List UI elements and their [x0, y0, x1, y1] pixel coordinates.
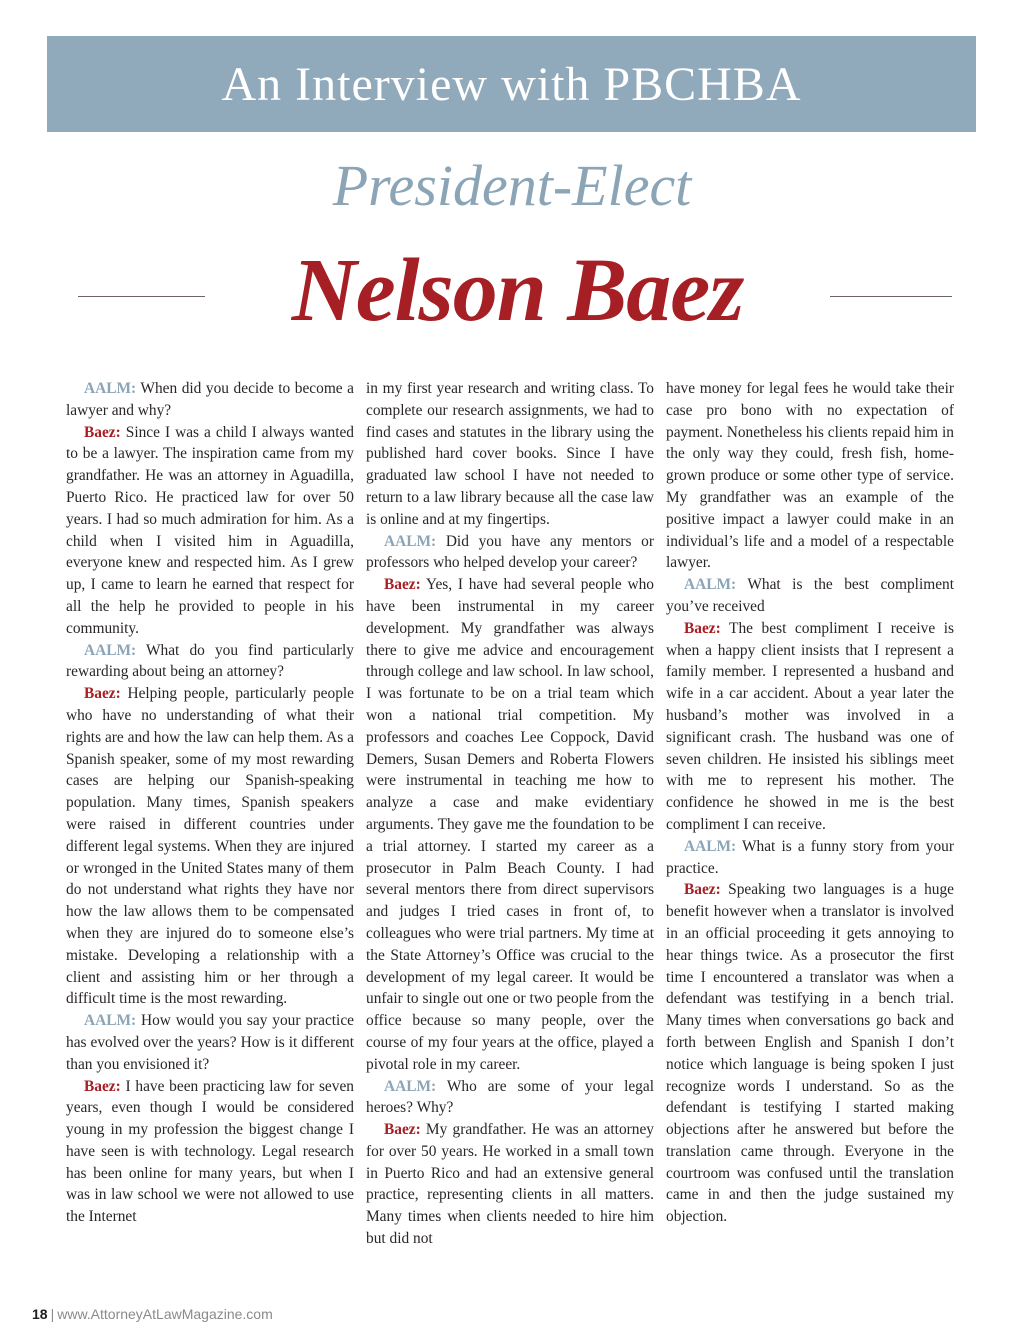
speaker-aalm: AALM:	[684, 576, 737, 594]
qa-paragraph	[666, 378, 954, 574]
qa-paragraph	[66, 422, 354, 640]
qa-paragraph	[666, 836, 954, 880]
title-banner	[47, 36, 976, 132]
paragraph-text: Speaking two languages is a huge benefit however when a translator is involved in an official proceeding it gets annoying to hear things twice. As a prosecutor the first time I encountered a translator was when a defendant was testifying in a bench trial. Many times when conversations go back and forth between English and Spanish I don’t notice which language is being spoken I just recognize words I understand. So as the defendant is testifying I started making objections after he answered but before the translation came through. Everyone in the courtroom was confused until the translation came in and then the judge sustained my objection.	[666, 881, 954, 1226]
name-row	[0, 236, 1024, 346]
paragraph-text: Did you have any mentors or professors who helped develop your career?	[366, 532, 654, 572]
speaker-baez: Baez:	[384, 1121, 421, 1139]
qa-paragraph	[66, 378, 354, 422]
speaker-aalm: AALM:	[84, 380, 137, 397]
paragraph-text: My grandfather. He was an attorney for over 50 years. He worked in a small town in Puerto Rico and had an extensive general practice, representing clients in all matters. Many times when clients needed to hire him but did not	[366, 1121, 654, 1248]
qa-paragraph	[666, 879, 954, 1228]
paragraph-text: When did you decide to become a lawyer and why?	[66, 380, 354, 419]
qa-paragraph	[66, 1010, 354, 1075]
interviewee-name: Nelson Baez	[291, 241, 744, 340]
subtitle-president-elect: President-Elect	[332, 153, 692, 218]
page-number: 18	[32, 1306, 48, 1322]
paragraph-text: What is the best compliment you’ve received	[666, 576, 954, 615]
paragraph-text: Yes, I have had several people who have been instrumental in my career development. My grandfather was always there to give me advice and encouragement through college and law school. In law school, I was fortunate to be on a trial team which won a national trial competition. My professors and coaches Lee Coppock, David Demers, Susan Demers and Roberta Flowers were instrumental in teaching me how to analyze a case and make evidentiary arguments. They gave me the foundation to be a trial attorney. I started my career as a prosecutor in Palm Beach County. I had several mentors there from direct supervisors and judges I tried cases in front of, to colleagues who were trial partners. My time at the State Attorney’s Office was crucial to the development of my legal career. It would be unfair to single out one or two people from the office because so many people, over the course of my four years at the office, played a pivotal role in my career.	[366, 576, 654, 1073]
speaker-baez: Baez:	[684, 881, 721, 899]
qa-paragraph	[366, 1076, 654, 1120]
qa-paragraph	[366, 378, 654, 531]
paragraph-text: What do you find particularly rewarding about being an attorney?	[66, 641, 354, 681]
speaker-baez: Baez:	[84, 1077, 121, 1095]
article-column-2	[366, 378, 654, 1286]
qa-paragraph	[366, 574, 654, 1075]
qa-paragraph	[66, 640, 354, 684]
paragraph-text: Who are some of your legal heroes? Why?	[366, 1077, 654, 1117]
qa-paragraph	[366, 1119, 654, 1250]
paragraph-text: How would you say your practice has evolved over the years? How is it different than you envisioned it?	[66, 1012, 354, 1073]
paragraph-text: Helping people, particularly people who have no understanding of what their rights are and how the law can help them. As a Spanish speaker, some of my most rewarding cases are helping our Spanish-speaking population. Many times, Spanish speakers were raised in different countries under different legal systems. When they are injured or wronged in the United States many of them do not understand what rights they have nor how the law allows them to be compensated when they are injured do to someone else’s mistake. Developing a relationship with a client and assisting him or her through a difficult time is the most rewarding.	[66, 685, 354, 1008]
paragraph-text: I have been practicing law for seven years, even though I would be considered young in my profession the biggest change I have seen is with technology. Legal research has been online for many years, but when I was in law school we were not allowed to use the Internet	[66, 1077, 354, 1226]
qa-paragraph	[66, 683, 354, 1010]
paragraph-text: Since I was a child I always wanted to be a lawyer. The inspiration came from my grandfather. He was an attorney in Aguadilla, Puerto Rico. He practiced law for over 50 years. I had so much admiration for him. As a child when I visited him in Aguadilla, everyone knew and respected him. As I grew up, I came to learn he earned that respect for all the help he provided to people in his community.	[66, 423, 354, 637]
speaker-aalm: AALM:	[384, 532, 437, 550]
paragraph-text: in my first year research and writing class. To complete our research assignments, we had to find cases and statutes in the library using the published hard cover books. Since I have graduated law school I have not needed to return to a law library because all the case law is online and at my fingertips.	[366, 380, 654, 528]
paragraph-text: What is a funny story from your practice.	[666, 837, 954, 877]
speaker-baez: Baez:	[84, 685, 121, 703]
article-column-1	[66, 378, 354, 1286]
qa-paragraph	[666, 618, 954, 836]
article-column-3	[666, 378, 954, 1286]
article-body	[66, 378, 954, 1286]
left-rule	[78, 296, 205, 297]
speaker-aalm: AALM:	[84, 1012, 137, 1030]
qa-paragraph	[366, 531, 654, 575]
footer-separator: |	[50, 1306, 55, 1322]
speaker-baez: Baez:	[684, 619, 721, 637]
qa-paragraph	[666, 574, 954, 618]
speaker-baez: Baez:	[84, 423, 121, 441]
speaker-baez: Baez:	[384, 576, 421, 594]
speaker-aalm: AALM:	[384, 1077, 437, 1095]
qa-paragraph	[66, 1076, 354, 1229]
speaker-aalm: AALM:	[84, 641, 137, 659]
speaker-aalm: AALM:	[684, 837, 737, 855]
paragraph-text: have money for legal fees he would take their case pro bono with no expectation of payment. Nonetheless his clients repaid him in the only way they could, fresh fish, home-grown produce or some other type of service. My grandfather was an example of the positive impact a lawyer could make in an individual’s life and a model of a respectable lawyer.	[666, 380, 954, 572]
paragraph-text: The best compliment I receive is when a happy client insists that I represent a family member. I represented a husband and wife in a car accident. About a year later the husband’s mother was involved in a significant crash. The husband was one of seven children. He insisted his siblings meet with me to represent his mother. The confidence he showed in me is the best compliment I can receive.	[666, 619, 954, 833]
banner-title: An Interview with PBCHBA	[221, 57, 802, 111]
right-rule	[830, 296, 952, 297]
footer-website: www.AttorneyAtLawMagazine.com	[57, 1306, 273, 1322]
page-footer	[32, 1306, 273, 1322]
